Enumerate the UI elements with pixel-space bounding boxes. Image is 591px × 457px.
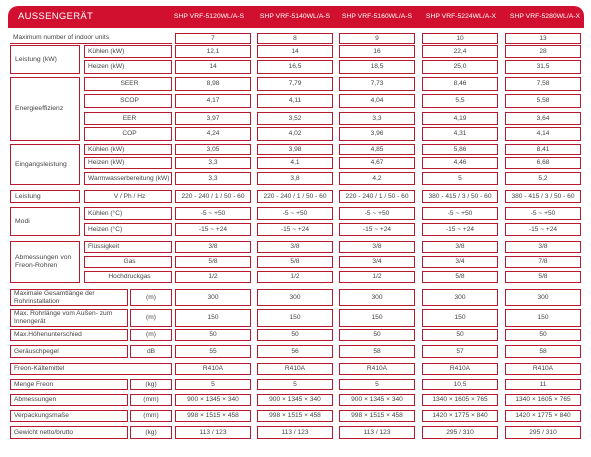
table-cell: 56 — [257, 345, 333, 358]
table-cell: 900 × 1345 × 340 — [175, 394, 251, 406]
row-unit: (m) — [130, 309, 172, 327]
row-group-label — [10, 241, 80, 283]
row-label: Verpackungsmaße — [10, 410, 128, 422]
table-cell: 9 — [339, 33, 415, 44]
table-cell: R410A — [175, 363, 251, 375]
row-label: Maximale Gesamtlänge der Rohrinstallation — [10, 289, 128, 306]
table-cell: -5 ~ +50 — [175, 207, 251, 220]
row-label: EER — [84, 112, 172, 125]
table-cell: 4,04 — [339, 94, 415, 108]
table-cell: 50 — [339, 329, 415, 341]
row-label: Heizen (kW) — [84, 60, 172, 74]
row-unit: (mm) — [130, 410, 172, 422]
table-cell: 50 — [175, 329, 251, 341]
table-cell: 300 — [257, 289, 333, 306]
table-cell: 5/8 — [175, 256, 251, 268]
group-label-text: Leistung (kW) — [15, 55, 57, 63]
table-cell: 5 — [175, 379, 251, 390]
row-label: Gas — [84, 256, 172, 268]
table-cell: 300 — [339, 289, 415, 306]
table-cell: 4,19 — [422, 112, 498, 125]
table-cell: 5/8 — [257, 256, 333, 268]
table-cell: 3/8 — [257, 241, 333, 253]
table-cell: 150 — [505, 309, 581, 327]
table-cell: 113 / 123 — [175, 426, 251, 439]
table-cell: 4,31 — [422, 127, 498, 141]
table-cell: 1/2 — [339, 271, 415, 283]
row-group-label — [10, 190, 80, 203]
table-cell: 18,5 — [339, 60, 415, 74]
row-label: Abmessungen — [10, 394, 128, 406]
row-label: COP — [84, 127, 172, 141]
row-label: Freon-Kältemittel — [10, 363, 172, 375]
table-cell: 3/8 — [175, 241, 251, 253]
row-label: Warmwasserbereitung (kW) — [84, 172, 172, 185]
row-label: Hochdruckgas — [84, 271, 172, 283]
row-label: Max.Höhenunterschied — [10, 329, 128, 341]
table-cell: 900 × 1345 × 340 — [339, 394, 415, 406]
table-cell: 300 — [505, 289, 581, 306]
table-cell: 58 — [505, 345, 581, 358]
table-cell: 5 — [339, 379, 415, 390]
row-group-label — [10, 207, 80, 236]
table-cell: R410A — [339, 363, 415, 375]
table-cell: 998 × 1515 × 458 — [257, 410, 333, 422]
table-cell: 7,79 — [257, 77, 333, 91]
table-cell: 295 / 310 — [505, 426, 581, 439]
table-cell: 295 / 310 — [422, 426, 498, 439]
table-cell: 3,98 — [257, 144, 333, 155]
table-cell: 380 - 415 / 3 / 50 - 60 — [505, 190, 581, 203]
row-label: Kühlen (°C) — [84, 207, 172, 220]
table-cell: 1420 × 1775 × 840 — [505, 410, 581, 422]
row-label: SCOP — [84, 94, 172, 108]
table-cell: 150 — [257, 309, 333, 327]
table-cell: 8,98 — [175, 77, 251, 91]
table-cell: 4,1 — [257, 157, 333, 169]
row-group-label — [10, 77, 80, 141]
table-cell: 4,14 — [505, 127, 581, 141]
row-label: Max. Rohrlänge vom Außen- zum Innengerät — [10, 309, 128, 327]
table-cell: 5 — [422, 172, 498, 185]
table-cell: R410A — [505, 363, 581, 375]
row-unit: dB — [130, 345, 172, 358]
table-cell: 28 — [505, 45, 581, 58]
table-cell: 5,86 — [422, 144, 498, 155]
model-name: SHP VRF-5224WL/A-X — [425, 13, 497, 20]
table-cell: 22,4 — [422, 45, 498, 58]
table-cell: 7,73 — [339, 77, 415, 91]
table-cell: 998 × 1515 × 458 — [175, 410, 251, 422]
row-unit: (m) — [130, 289, 172, 306]
table-header — [8, 6, 584, 28]
table-cell: 7,58 — [505, 77, 581, 91]
group-label-text: Leistung — [15, 192, 41, 200]
table-cell: -15 ~ +24 — [257, 223, 333, 236]
table-cell: 5,2 — [505, 172, 581, 185]
row-unit: (kg) — [130, 379, 172, 390]
table-cell: 13 — [505, 33, 581, 44]
table-cell: -5 ~ +50 — [339, 207, 415, 220]
table-cell: 50 — [422, 329, 498, 341]
row-label: Gewicht netto/brutto — [10, 426, 128, 439]
table-cell: 3,97 — [175, 112, 251, 125]
table-cell: 3/8 — [505, 241, 581, 253]
table-cell: -5 ~ +50 — [505, 207, 581, 220]
table-cell: 3,3 — [175, 172, 251, 185]
table-cell: 8,41 — [505, 144, 581, 155]
table-cell: 16 — [339, 45, 415, 58]
table-cell: -15 ~ +24 — [339, 223, 415, 236]
table-cell: 25,0 — [422, 60, 498, 74]
row-label: V / Ph / Hz — [84, 190, 172, 203]
table-cell: 150 — [339, 309, 415, 327]
header-title: AUSSENGERÄT — [18, 11, 94, 22]
table-cell: 900 × 1345 × 340 — [257, 394, 333, 406]
table-cell: 3/8 — [422, 241, 498, 253]
table-cell: R410A — [257, 363, 333, 375]
table-cell: 55 — [175, 345, 251, 358]
row-label: Geräuschpegel — [10, 345, 128, 358]
table-cell: 5 — [257, 379, 333, 390]
table-cell: 10 — [422, 33, 498, 44]
table-cell: -15 ~ +24 — [505, 223, 581, 236]
table-cell: 998 × 1515 × 458 — [339, 410, 415, 422]
table-cell: 50 — [257, 329, 333, 341]
table-cell: 220 - 240 / 1 / 50 - 60 — [257, 190, 333, 203]
table-cell: 1340 × 1605 × 765 — [422, 394, 498, 406]
table-cell: 3/8 — [339, 241, 415, 253]
table-cell: 10,5 — [422, 379, 498, 390]
table-cell: 5/8 — [422, 271, 498, 283]
table-cell: -5 ~ +50 — [257, 207, 333, 220]
table-cell: 7 — [175, 33, 251, 44]
row-unit: (m) — [130, 329, 172, 341]
group-label-text: Eingangsleistung — [15, 160, 67, 168]
table-cell: 3,8 — [257, 172, 333, 185]
table-cell: -5 ~ +50 — [422, 207, 498, 220]
table-cell: 1420 × 1775 × 840 — [422, 410, 498, 422]
table-cell: 3,3 — [339, 112, 415, 125]
table-cell: 3,3 — [175, 157, 251, 169]
table-cell: 3,64 — [505, 112, 581, 125]
table-cell: 4,17 — [175, 94, 251, 108]
table-cell: 4,24 — [175, 127, 251, 141]
table-cell: 220 - 240 / 1 / 50 - 60 — [175, 190, 251, 203]
table-cell: 3/4 — [339, 256, 415, 268]
model-name: SHP VRF-5140WL/A-S — [259, 13, 331, 20]
table-cell: 4,46 — [422, 157, 498, 169]
row-label: Heizen (°C) — [84, 223, 172, 236]
table-cell: 14 — [257, 45, 333, 58]
table-cell: 8,46 — [422, 77, 498, 91]
table-cell: 3,05 — [175, 144, 251, 155]
table-cell: 220 - 240 / 1 / 50 - 60 — [339, 190, 415, 203]
table-cell: 4,2 — [339, 172, 415, 185]
row-label: Maximum number of indoor units — [10, 33, 172, 44]
row-label: SEER — [84, 77, 172, 91]
table-cell: 4,02 — [257, 127, 333, 141]
table-cell: 5,5 — [422, 94, 498, 108]
group-label-text: Abmessungen von Freon-Rohren — [15, 254, 72, 269]
group-label-text: Energieeffizienz — [15, 105, 64, 112]
table-cell: 6,68 — [505, 157, 581, 169]
model-name: SHP VRF-5280WL/A-X — [509, 13, 581, 20]
table-cell: -15 ~ +24 — [422, 223, 498, 236]
table-cell: 16,5 — [257, 60, 333, 74]
table-cell: 113 / 123 — [257, 426, 333, 439]
table-cell: 3,52 — [257, 112, 333, 125]
table-cell: 11 — [505, 379, 581, 390]
row-label: Menge Freon — [10, 379, 128, 390]
table-cell: 5/8 — [505, 271, 581, 283]
table-cell: 8 — [257, 33, 333, 44]
table-cell: R410A — [422, 363, 498, 375]
table-cell: 7/8 — [505, 256, 581, 268]
group-label-text: Modi — [15, 217, 30, 225]
table-cell: 1340 × 1605 × 765 — [505, 394, 581, 406]
table-cell: 150 — [422, 309, 498, 327]
row-unit: (mm) — [130, 394, 172, 406]
table-cell: 300 — [175, 289, 251, 306]
table-cell: 4,11 — [257, 94, 333, 108]
table-cell: 300 — [422, 289, 498, 306]
model-name: SHP VRF-5160WL/A-S — [341, 13, 413, 20]
table-cell: 113 / 123 — [339, 426, 415, 439]
row-group-label — [10, 144, 80, 185]
table-cell: 14 — [175, 60, 251, 74]
row-label: Kühlen (kW) — [84, 45, 172, 58]
table-cell: 4,67 — [339, 157, 415, 169]
table-cell: 150 — [175, 309, 251, 327]
table-cell: 50 — [505, 329, 581, 341]
table-cell: 57 — [422, 345, 498, 358]
table-cell: 12,1 — [175, 45, 251, 58]
table-cell: 3/4 — [422, 256, 498, 268]
row-label: Flüssigkeit — [84, 241, 172, 253]
table-cell: 3,96 — [339, 127, 415, 141]
row-unit: (kg) — [130, 426, 172, 439]
table-cell: 1/2 — [257, 271, 333, 283]
row-label: Heizen (kW) — [84, 157, 172, 169]
table-cell: 5,58 — [505, 94, 581, 108]
table-cell: 1/2 — [175, 271, 251, 283]
row-group-label — [10, 45, 80, 74]
table-cell: -15 ~ +24 — [175, 223, 251, 236]
table-cell: 58 — [339, 345, 415, 358]
table-cell: 380 - 415 / 3 / 50 - 60 — [422, 190, 498, 203]
table-cell: 4,85 — [339, 144, 415, 155]
model-name: SHP VRF-5120WL/A-S — [173, 13, 245, 20]
table-cell: 31,5 — [505, 60, 581, 74]
row-label: Kühlen (kW) — [84, 144, 172, 155]
